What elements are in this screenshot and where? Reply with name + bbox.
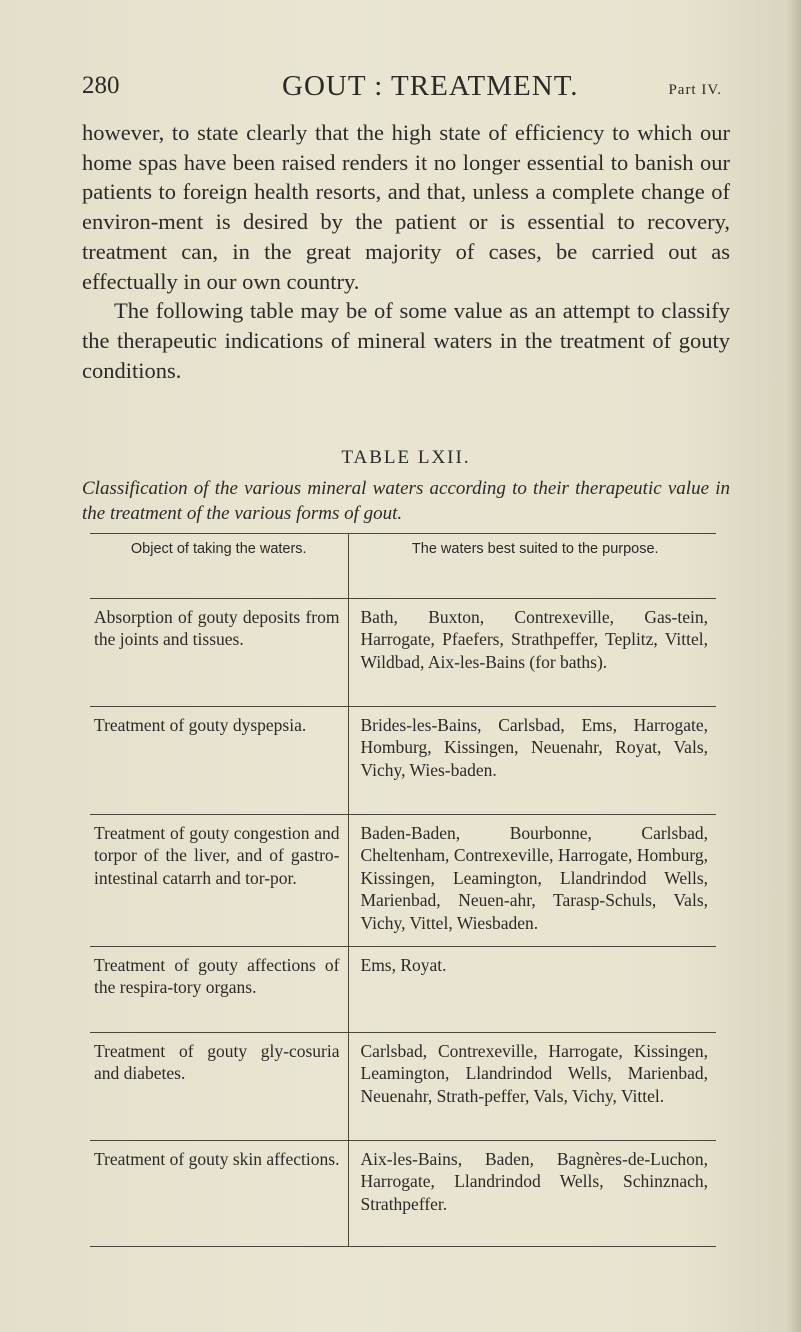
table-row	[90, 815, 716, 947]
table-container	[90, 533, 716, 1214]
object-cell: Absorption of gouty deposits from the joints and tissues.	[90, 599, 348, 707]
object-cell: Treatment of gouty skin affections.	[90, 1141, 348, 1247]
table-row	[90, 1141, 716, 1247]
object-cell: Treatment of gouty congestion and torpor of the liver, and of gastro-intestinal catarrh and tor-por.	[90, 815, 348, 947]
table-row	[90, 1033, 716, 1141]
object-cell: Treatment of gouty gly-cosuria and diabetes.	[90, 1033, 348, 1141]
waters-cell: Ems, Royat.	[348, 947, 716, 1033]
waters-cell: Bath, Buxton, Contrexeville, Gas-tein, Harrogate, Pfaefers, Strathpeffer, Teplitz, Vittel, Wildbad, Aix-les-Bains (for baths).	[348, 599, 716, 707]
page-number: 280	[82, 72, 120, 99]
part-label: Part IV.	[668, 82, 722, 98]
page-edge-shadow	[787, 0, 801, 1332]
table-number: TABLE LXII.	[341, 447, 471, 468]
object-cell: Treatment of gouty dyspepsia.	[90, 707, 348, 815]
waters-cell: Aix-les-Bains, Baden, Bagnères-de-Luchon, Harrogate, Llandrindod Wells, Schinznach, Strathpeffer.	[348, 1141, 716, 1247]
table-caption: Classification of the various mineral waters according to their therapeutic value in the treatment of the various forms of gout.	[82, 478, 730, 524]
object-cell: Treatment of gouty affections of the respira-tory organs.	[90, 947, 348, 1033]
running-title: GOUT : TREATMENT.	[282, 70, 579, 102]
table-row	[90, 599, 716, 707]
waters-cell: Carlsbad, Contrexeville, Harrogate, Kissingen, Leamington, Llandrindod Wells, Marienbad, Neuenahr, Strath-peffer, Vals, Vichy, Vittel.	[348, 1033, 716, 1141]
paragraph-1: however, to state clearly that the high state of efficiency to which our home spas have been raised renders it no longer essential to banish our patients to foreign health resorts, and that, unless a complete change of environ-ment is desired by the patient or is essential to recovery, treatment can, in the great majority of cases, be carried out as effectually in our own country.	[82, 120, 730, 294]
paragraph-2: The following table may be of some value as an attempt to classify the therapeutic indications of mineral waters in the treatment of gouty conditions.	[82, 298, 730, 383]
table-row	[90, 947, 716, 1033]
table-row	[90, 707, 716, 815]
column-header-waters: The waters best suited to the purpose.	[348, 533, 716, 599]
waters-cell: Baden-Baden, Bourbonne, Carlsbad, Cheltenham, Contrexeville, Harrogate, Homburg, Kissingen, Leamington, Llandrindod Wells, Marienbad, Neuen-ahr, Tarasp-Schuls, Vals, Vichy, Vittel, Wiesbaden.	[348, 815, 716, 947]
waters-cell: Brides-les-Bains, Carlsbad, Ems, Harrogate, Homburg, Kissingen, Neuenahr, Royat, Vals, Vichy, Wies-baden.	[348, 707, 716, 815]
column-header-object: Object of taking the waters.	[90, 533, 348, 599]
running-header	[82, 70, 722, 110]
table-header-row	[90, 533, 716, 599]
body-text	[82, 118, 730, 385]
mineral-waters-table	[90, 533, 716, 1247]
